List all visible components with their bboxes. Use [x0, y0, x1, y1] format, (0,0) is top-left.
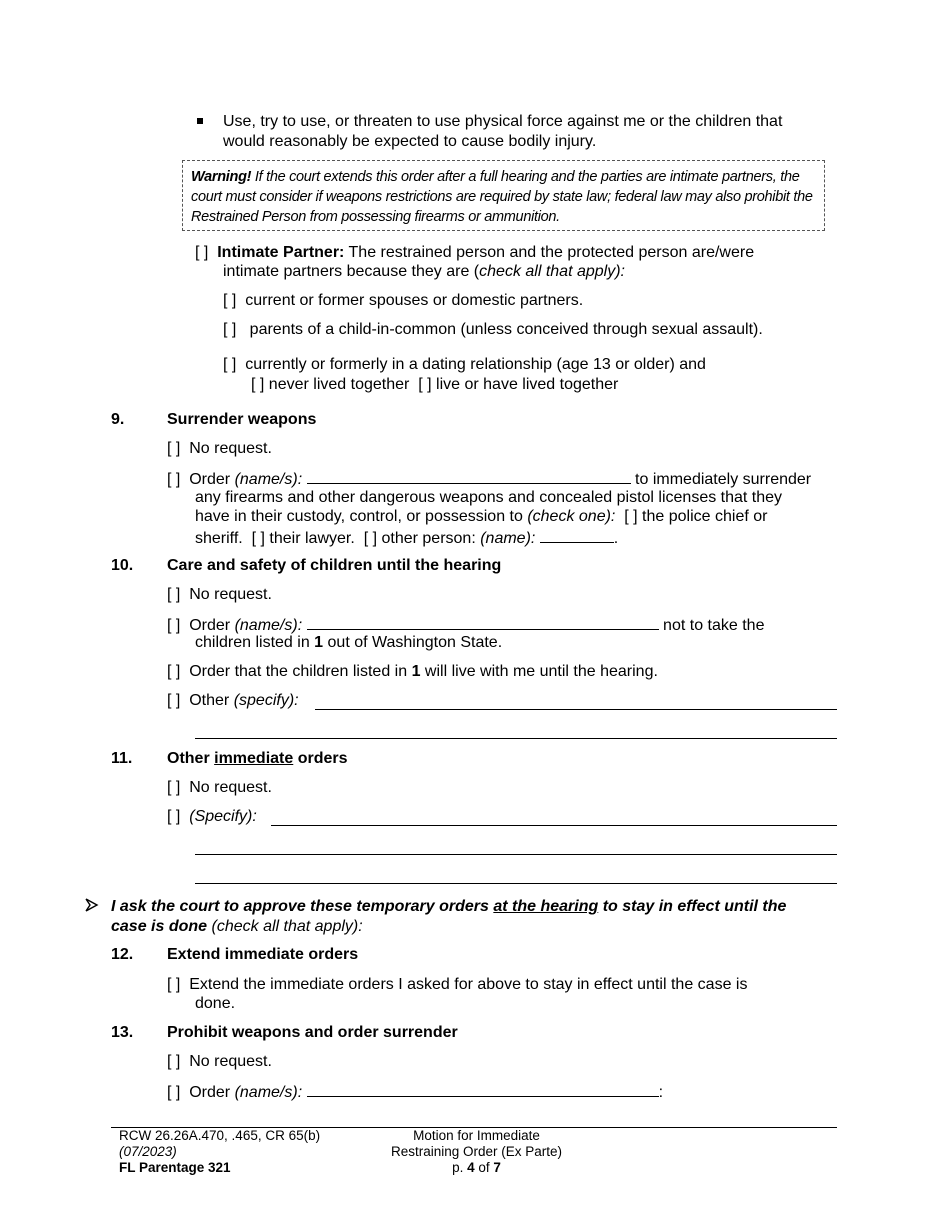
s10-live-with-me-checkbox[interactable]: [ ] — [167, 663, 181, 680]
warning-label: Warning! — [191, 169, 252, 185]
footer-form-id: FL Parentage 321 — [119, 1160, 231, 1175]
warning-line-2: court must consider if weapons restrictions are required by state law; federal law may also prohibit the — [191, 189, 813, 205]
never-lived-together-checkbox[interactable]: [ ] — [251, 376, 265, 393]
footer-title-line-2: Restraining Order (Ex Parte) — [390, 1144, 563, 1159]
s11-specify-checkbox[interactable]: [ ] — [167, 808, 181, 825]
section-10-title: Care and safety of children until the hearing — [167, 557, 502, 574]
s13-no-request-checkbox[interactable]: [ ] — [167, 1053, 181, 1070]
s9-order-line-3: have in their custody, control, or possession to (check one): [ ] the police chief or — [195, 508, 768, 525]
arrowhead-bullet-icon — [84, 897, 100, 913]
s12-extend-line-2: done. — [195, 995, 236, 1012]
footer-rcw: RCW 26.26A.470, .465, CR 65(b) — [119, 1128, 321, 1143]
ask-court-line-2: case is done (check all that apply): — [111, 918, 363, 935]
intimate-partner-line-2: intimate partners because they are (check all that apply): — [223, 263, 625, 280]
s11-specify-field-line-2[interactable] — [195, 854, 837, 855]
s11-specify-field-line-1[interactable] — [271, 825, 837, 826]
warning-line-1: Warning! If the court extends this order after a full hearing and the parties are intimate partners, the — [191, 169, 800, 185]
their-lawyer-checkbox[interactable]: [ ] — [251, 530, 265, 547]
warning-line-3: Restrained Person from possessing firearms or ammunition. — [191, 209, 560, 225]
option-dating-sub: [ ] never lived together [ ] live or have lived together — [251, 376, 619, 393]
section-9-title: Surrender weapons — [167, 411, 317, 428]
section-11-title: Other immediate orders — [167, 750, 348, 767]
option-spouses: [ ] current or former spouses or domestic partners. — [223, 292, 584, 309]
footer-title-line-1: Motion for Immediate — [413, 1128, 540, 1143]
spouses-checkbox[interactable]: [ ] — [223, 292, 237, 309]
section-12-number: 12. — [111, 946, 134, 963]
s13-order: [ ] Order (name/s): : — [167, 1081, 663, 1103]
s13-no-request: [ ] No request. — [167, 1053, 272, 1070]
ask-court-line-1: I ask the court to approve these temporary orders at the hearing to stay in effect until the — [111, 898, 787, 915]
s10-order-line-1: [ ] Order (name/s): not to take the — [167, 614, 764, 636]
section-13-title: Prohibit weapons and order surrender — [167, 1024, 458, 1041]
intimate-partner-checkbox[interactable]: [ ] — [195, 244, 209, 261]
section-10-number: 10. — [111, 557, 134, 574]
s10-other: [ ] Other (specify): — [167, 692, 299, 709]
option-dating: [ ] currently or formerly in a dating relationship (age 13 or older) and — [223, 356, 706, 373]
bullet-line-2: would reasonably be expected to cause bodily injury. — [223, 133, 597, 150]
footer-date: (07/2023) — [119, 1144, 177, 1159]
section-12-title: Extend immediate orders — [167, 946, 359, 963]
s9-order-line-2: any firearms and other dangerous weapons and concealed pistol licenses that they — [195, 489, 783, 506]
section-9-number: 9. — [111, 411, 125, 428]
s9-order-checkbox[interactable]: [ ] — [167, 471, 181, 488]
s12-extend-line-1: [ ] Extend the immediate orders I asked for above to stay in effect until the case is — [167, 976, 748, 993]
s11-no-request-checkbox[interactable]: [ ] — [167, 779, 181, 796]
s9-order-line-1: [ ] Order (name/s): to immediately surrender — [167, 468, 811, 490]
s11-no-request: [ ] No request. — [167, 779, 272, 796]
section-13-number: 13. — [111, 1024, 134, 1041]
option-child-in-common: [ ] parents of a child-in-common (unless conceived through sexual assault). — [223, 321, 763, 338]
s13-order-checkbox[interactable]: [ ] — [167, 1084, 181, 1101]
s10-no-request-checkbox[interactable]: [ ] — [167, 586, 181, 603]
s10-order-checkbox[interactable]: [ ] — [167, 617, 181, 634]
s10-order-line-2: children listed in 1 out of Washington State. — [195, 634, 503, 651]
s10-live-with-me: [ ] Order that the children listed in 1 will live with me until the hearing. — [167, 663, 658, 680]
bullet-line-1: Use, try to use, or threaten to use physical force against me or the children that — [223, 113, 783, 130]
police-chief-checkbox[interactable]: [ ] — [624, 508, 638, 525]
s12-extend-checkbox[interactable]: [ ] — [167, 976, 181, 993]
intimate-partner-line-1: [ ] Intimate Partner: The restrained person and the protected person are/were — [195, 244, 755, 261]
s9-order-line-4: sheriff. [ ] their lawyer. [ ] other person: (name): . — [195, 527, 618, 549]
other-person-checkbox[interactable]: [ ] — [363, 530, 378, 547]
s10-other-field-line-1[interactable] — [315, 709, 837, 710]
s9-names-field[interactable] — [307, 468, 631, 484]
s11-specify-field-line-3[interactable] — [195, 883, 837, 884]
dating-checkbox[interactable]: [ ] — [223, 356, 237, 373]
s11-specify: [ ] (Specify): — [167, 808, 257, 825]
section-11-number: 11. — [111, 750, 133, 767]
s9-no-request-checkbox[interactable]: [ ] — [167, 440, 181, 457]
s9-no-request: [ ] No request. — [167, 440, 272, 457]
s10-names-field[interactable] — [307, 614, 659, 630]
s10-other-field-line-2[interactable] — [195, 738, 837, 739]
other-person-name-field[interactable] — [540, 527, 614, 543]
footer-page-number: p. 4 of 7 — [452, 1160, 501, 1175]
s10-other-checkbox[interactable]: [ ] — [167, 692, 181, 709]
bullet-square-icon — [197, 118, 203, 124]
child-in-common-checkbox[interactable]: [ ] — [223, 321, 237, 338]
s13-names-field[interactable] — [307, 1081, 659, 1097]
lived-together-checkbox[interactable]: [ ] — [418, 376, 432, 393]
s10-no-request: [ ] No request. — [167, 586, 272, 603]
